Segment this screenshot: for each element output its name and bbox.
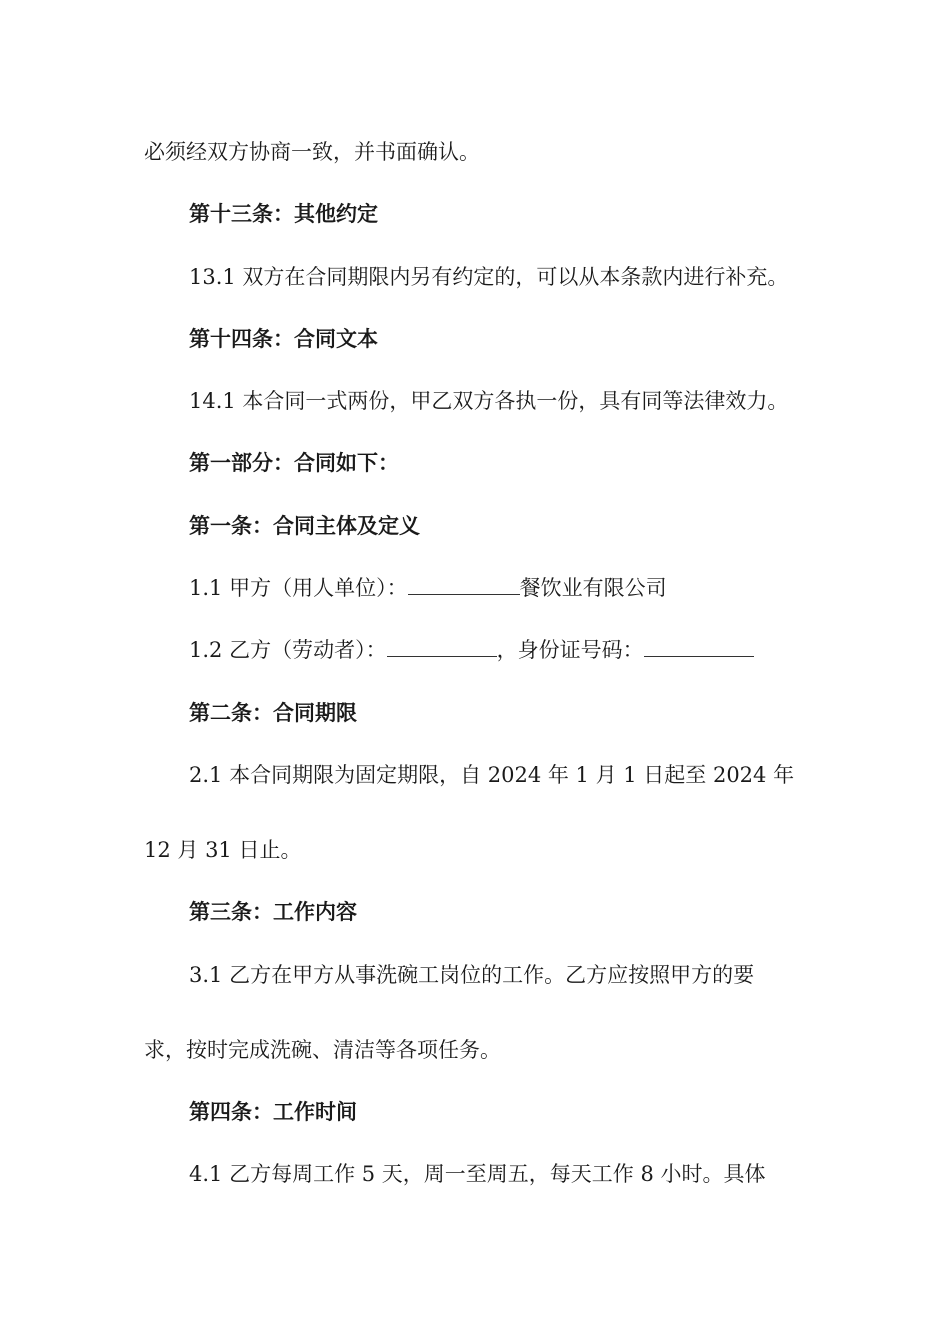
article-1-heading: 第一条：合同主体及定义 bbox=[189, 514, 420, 538]
article-3-heading: 第三条：工作内容 bbox=[189, 900, 357, 924]
article-2-heading: 第二条：合同期限 bbox=[189, 701, 357, 725]
clause-3-1-continuation: 求，按时完成洗碗、清洁等各项任务。 bbox=[144, 1038, 501, 1062]
article-13-heading: 第十三条：其他约定 bbox=[189, 202, 378, 226]
clause-1-1-suffix: 餐饮业有限公司 bbox=[519, 576, 667, 600]
clause-2-1-continuation: 12 月 31 日止。 bbox=[144, 838, 302, 862]
clause-1-2-id-label: ，身份证号码： bbox=[496, 638, 644, 662]
employer-name-blank bbox=[408, 576, 520, 595]
clause-4-1: 4.1 乙方每周工作 5 天，周一至周五，每天工作 8 小时。具体 bbox=[189, 1162, 766, 1186]
clause-14-1: 14.1 本合同一式两份，甲乙双方各执一份，具有同等法律效力。 bbox=[189, 389, 789, 413]
clause-1-1-label: 1.1 甲方（用人单位）： bbox=[189, 576, 408, 600]
paragraph-continuation: 必须经双方协商一致，并书面确认。 bbox=[144, 140, 480, 164]
id-number-blank bbox=[644, 638, 754, 657]
article-14-heading: 第十四条：合同文本 bbox=[189, 327, 378, 351]
employee-name-blank bbox=[387, 638, 497, 657]
clause-1-2-label: 1.2 乙方（劳动者）： bbox=[189, 638, 387, 662]
clause-3-1: 3.1 乙方在甲方从事洗碗工岗位的工作。乙方应按照甲方的要 bbox=[189, 963, 755, 987]
part-1-heading: 第一部分：合同如下： bbox=[189, 451, 399, 475]
article-4-heading: 第四条：工作时间 bbox=[189, 1100, 357, 1124]
clause-1-1 bbox=[189, 574, 667, 602]
clause-13-1: 13.1 双方在合同期限内另有约定的，可以从本条款内进行补充。 bbox=[189, 265, 789, 289]
clause-2-1: 2.1 本合同期限为固定期限，自 2024 年 1 月 1 日起至 2024 年 bbox=[189, 763, 795, 787]
clause-1-2 bbox=[189, 636, 754, 664]
